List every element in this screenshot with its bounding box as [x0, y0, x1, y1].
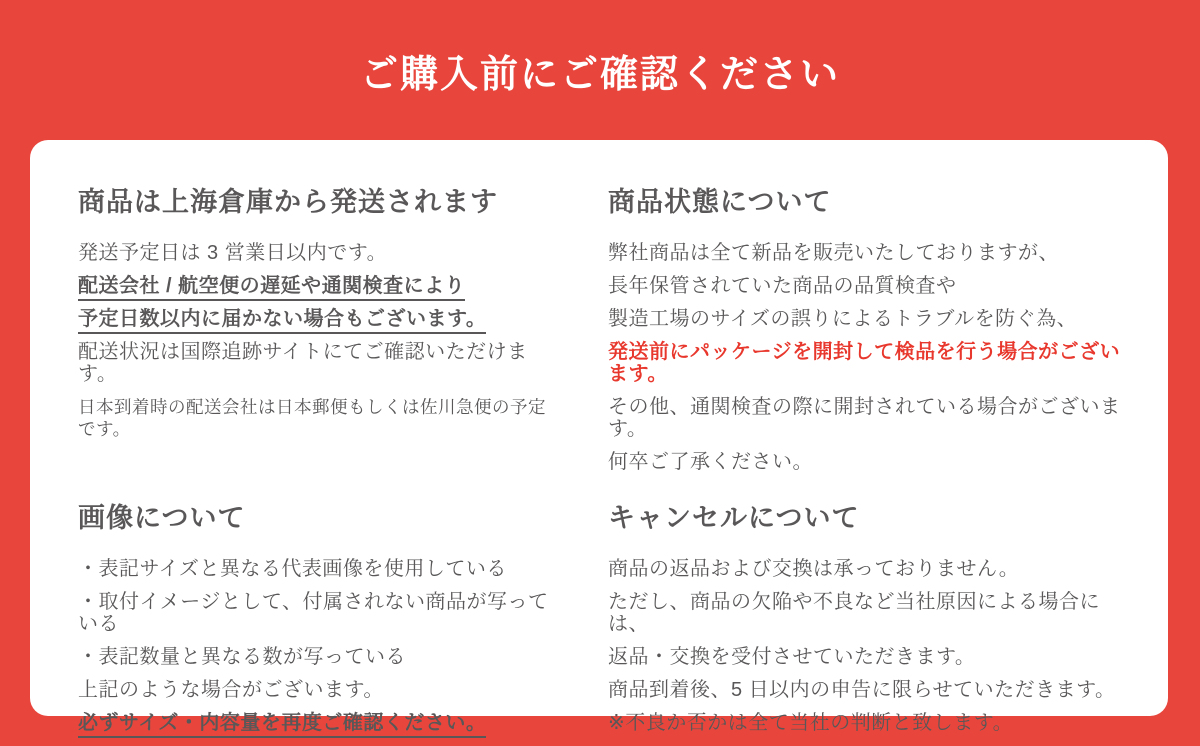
cancellation-line: 商品の返品および交換は承っておりません。	[608, 558, 1020, 580]
images-line-important	[78, 712, 560, 734]
images-line: 上記のような場合がございます。	[78, 679, 384, 701]
underlined-text: 配送会社 / 航空便の遅延や通関検査により	[78, 275, 465, 301]
images-line: ・表記数量と異なる数が写っている	[78, 646, 406, 668]
shipping-line	[78, 308, 560, 330]
condition-line: 何卒ご了承ください。	[608, 451, 813, 473]
notice-card	[30, 140, 1168, 734]
condition-line-alert: 発送前にパッケージを開封して検品を行う場合がございます。	[608, 341, 1121, 385]
shipping-line-small: 日本到着時の配送会社は日本郵便もしくは佐川急便の予定です。	[78, 397, 546, 439]
shipping-line: 配送状況は国際追跡サイトにてご確認いただけます。	[78, 341, 528, 385]
underlined-text: 必ずサイズ・内容量を再度ご確認ください。	[78, 712, 486, 738]
cancellation-line: ただし、商品の欠陥や不良など当社原因による場合には、	[608, 591, 1100, 635]
section-shipping-heading: 商品は上海倉庫から発送されます	[78, 187, 498, 217]
page-title: ご購入前にご確認ください	[359, 53, 840, 96]
section-cancellation	[608, 500, 1128, 745]
notice-columns	[78, 184, 1128, 745]
section-images	[78, 500, 560, 745]
underlined-text: 予定日数以内に届かない場合もございます。	[78, 308, 486, 334]
cancellation-line: ※不良か否かは全て当社の判断と致します。	[608, 712, 1014, 734]
section-cancellation-heading: キャンセルについて	[608, 503, 860, 533]
images-line: ・表記サイズと異なる代表画像を使用している	[78, 558, 507, 580]
shipping-line	[78, 275, 560, 297]
images-line: ・取付イメージとして、付属されない商品が写っている	[78, 591, 549, 635]
section-product-condition	[608, 184, 1128, 484]
condition-line: 弊社商品は全て新品を販売いたしておりますが、	[608, 242, 1059, 264]
section-shipping	[78, 184, 560, 484]
cancellation-line: 返品・交換を受付させていただきます。	[608, 646, 976, 668]
condition-line: 長年保管されていた商品の品質検査や	[608, 275, 957, 297]
section-product-condition-heading: 商品状態について	[608, 187, 832, 217]
shipping-line: 発送予定日は 3 営業日以内です。	[78, 242, 388, 264]
condition-line: その他、通関検査の際に開封されている場合がございます。	[608, 396, 1121, 440]
condition-line: 製造工場のサイズの誤りによるトラブルを防ぐ為、	[608, 308, 1078, 330]
page-header	[0, 0, 1200, 140]
cancellation-line: 商品到着後、5 日以内の申告に限らせていただきます。	[608, 679, 1116, 701]
section-images-heading: 画像について	[78, 503, 246, 533]
